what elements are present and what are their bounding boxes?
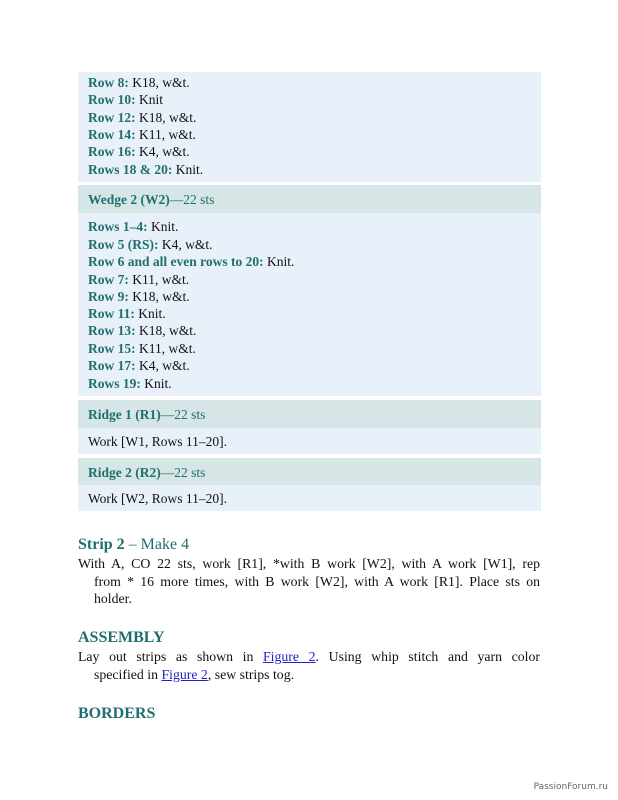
list-item: Row 15: K11, w&t. xyxy=(88,340,196,356)
strip2-paragraph xyxy=(78,555,540,608)
list-item: Row 13: K18, w&t. xyxy=(88,323,197,338)
list-item: Row 14: K11, w&t. xyxy=(88,127,196,142)
list-item: Rows 1–4: Knit. xyxy=(88,219,179,234)
figure-2-link[interactable]: Figure 2 xyxy=(161,666,208,682)
strip2-heading: Strip 2 – Make 4 xyxy=(78,536,190,553)
list-item: Row 11: Knit. xyxy=(88,306,166,321)
list-item: Row 16: K4, w&t. xyxy=(88,144,190,159)
list-item: Row 8: K18, w&t. xyxy=(88,75,190,90)
ridge1-title: Ridge 1 (R1)—22 sts xyxy=(88,407,206,422)
list-item: Row 6 and all even rows to 20: Knit. xyxy=(88,254,295,269)
list-item: Row 9: K18, w&t. xyxy=(88,288,190,304)
ridge2-title: Ridge 2 (R2)—22 sts xyxy=(88,464,206,480)
list-item: Rows 19: Knit. xyxy=(88,375,172,391)
strip2-line-1: With A, CO 22 sts, work [R1], *with B work [W2], with A work [W1], rep xyxy=(78,556,540,571)
strip2-line-2: from * 16 more times, with B work [W2], with A work [R1]. Place sts on xyxy=(94,573,540,589)
figure-2-link[interactable]: Figure 2 xyxy=(263,649,316,664)
assembly-heading: ASSEMBLY xyxy=(78,629,165,646)
list-item: Rows 18 & 20: Knit. xyxy=(88,161,204,177)
list-item: Row 17: K4, w&t. xyxy=(88,358,190,373)
borders-heading: BORDERS xyxy=(78,705,156,722)
site-watermark: PassionForum.ru xyxy=(533,782,608,792)
ridge2-body: Work [W2, Rows 11–20]. xyxy=(88,490,228,506)
assembly-line-2: specified in Figure 2, sew strips tog. xyxy=(94,666,295,682)
list-item: Row 10: Knit xyxy=(88,92,164,107)
strip2-line-3: holder. xyxy=(94,591,132,606)
ridge1-body: Work [W1, Rows 11–20]. xyxy=(88,433,228,449)
list-item: Row 7: K11, w&t. xyxy=(88,271,190,287)
list-item: Row 5 (RS): K4, w&t. xyxy=(88,236,213,252)
wedge2-title: Wedge 2 (W2)—22 sts xyxy=(88,192,215,207)
assembly-line-1: Lay out strips as shown in Figure 2. Using whip stitch and yarn color xyxy=(78,649,540,664)
list-item: Row 12: K18, w&t. xyxy=(88,109,197,125)
assembly-paragraph xyxy=(78,648,540,683)
